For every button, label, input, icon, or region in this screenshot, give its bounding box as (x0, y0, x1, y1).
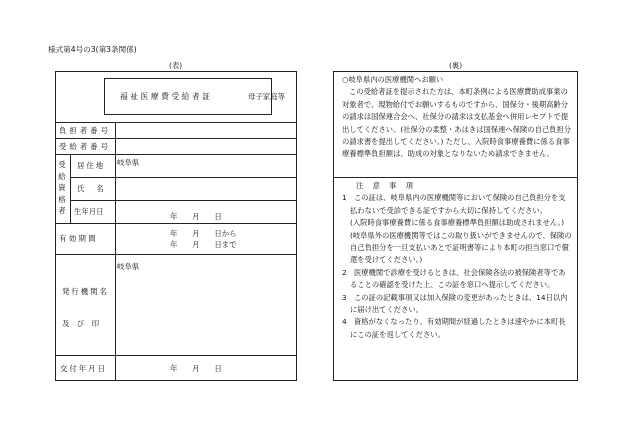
birth-date-label: 生年月日 (74, 207, 104, 216)
column-divider (70, 154, 71, 223)
name-label: 氏名 (77, 184, 116, 193)
category-label: 母子家庭等 (248, 92, 285, 101)
certificate-title: 福 祉 医 療 費 受 給 者 証 (120, 92, 210, 101)
note-item: 4 資格がなくなったり、有効期間が経過したときは速やかに本町長にこの証を返してください。 (342, 317, 566, 339)
row-divider (55, 122, 297, 123)
form-number: 様式第4号の3(第3条関係) (48, 45, 137, 54)
note-item: (岐阜県外の医療機関等ではこの取り扱いができませんので、保険の自己負担分を一旦支払いあとで証明書等により本町の担当窓口で償還を受けてください。) (350, 230, 572, 265)
address-label: 居住地 (77, 161, 106, 170)
validity-to: 年 月 日まで (170, 240, 237, 249)
column-divider (115, 122, 116, 381)
notes-heading: 注 意 事 項 (356, 181, 415, 190)
note-item: 1 この証は、岐阜県内の医療機関等において保険の自己負担分を支払わないで受診できる証ですから大切に保持してください。 (342, 193, 566, 215)
row-divider (55, 154, 297, 155)
row-divider (55, 254, 297, 255)
section-divider (333, 177, 578, 178)
insured-number-label: 負担者番号 (59, 126, 111, 135)
issue-date-value: 年 月 日 (170, 364, 222, 373)
row-divider (70, 177, 297, 178)
request-heading: ○岐阜県内の医療機関へお願い (342, 75, 444, 84)
request-section (342, 74, 572, 161)
front-form (55, 71, 297, 381)
row-divider (55, 355, 297, 356)
issuer-value: 岐阜県 (117, 262, 140, 271)
address-value: 岐阜県 (117, 158, 140, 167)
row-divider (55, 138, 297, 139)
notes-section (342, 180, 572, 341)
recipient-group-label: 受給資格者 (58, 160, 66, 215)
front-side-label: (表) (169, 61, 183, 70)
seal-label: 及 び 印 (62, 319, 99, 328)
note-item: (入院時食事療養費に係る食事療養標準負担額は助成されません。) (350, 218, 565, 228)
request-body: この受給者証を提示された方は、本町条例による医療費助成事業の対象者で、現物給付でお願いするものですから、国保分・後期高齢分の請求は国保連合会へ、社保分の請求は支払基金へ併用レセプトで提出してください。(社保分の柔整・あはきは国保連へ保険の自己負担分の請求書を提出してください。) ただし、入院時食事療養費に係る食事療養標準負担額は、助成の対象となりないため請求できません。 (342, 87, 572, 159)
row-divider (70, 200, 297, 201)
note-item: 3 この証の記載事項又は加入保険の変更があったときは、14日以内に届け出てください。 (342, 292, 568, 315)
issue-date-label: 交付年月日 (60, 364, 107, 373)
back-side-label: (裏) (449, 61, 463, 70)
validity-label: 有 効 期 間 (59, 234, 96, 243)
recipient-number-label: 受給者番号 (59, 142, 111, 151)
validity-from: 年 月 日から (170, 229, 237, 238)
row-divider (55, 223, 297, 224)
note-item: 2 医療機関で診療を受けるときは、社会保険各法の被保険者等であることの確認を受けた上、この証を窓口へ提示してください。 (342, 267, 566, 290)
birth-date-value: 年 月 日 (170, 212, 222, 221)
issuer-label: 発行機関名 (62, 287, 109, 296)
